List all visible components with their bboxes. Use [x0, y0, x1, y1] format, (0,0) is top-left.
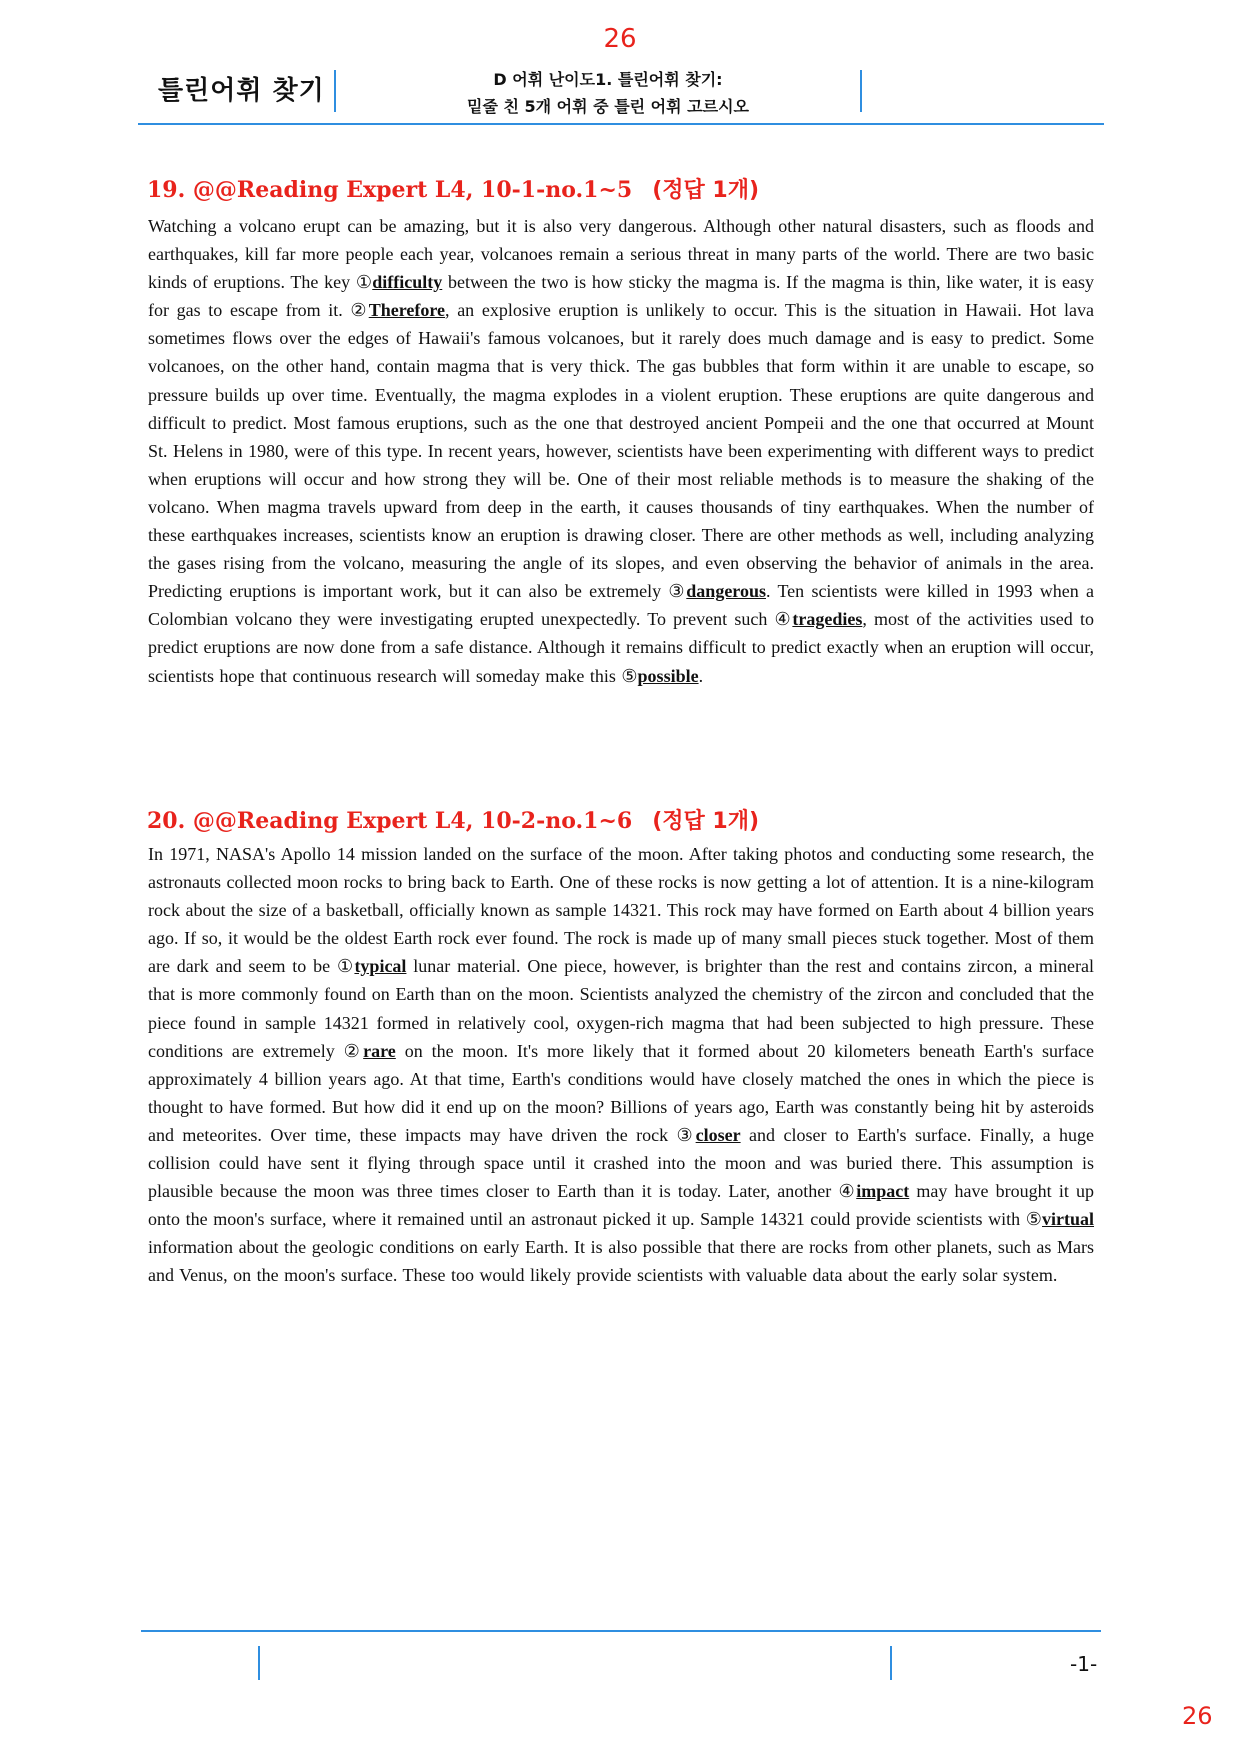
marker-19-3: ③ [668, 581, 687, 602]
underlined-word-20-4: impact [856, 1181, 910, 1202]
header-subtitle-line1: D 어휘 난이도1. 틀린어휘 찾기: [493, 70, 723, 89]
page-header [138, 58, 1104, 124]
question-20-title [147, 804, 759, 835]
footer-page-label: -1- [1070, 1652, 1098, 1676]
underlined-word-19-3: dangerous [686, 581, 766, 602]
footer-divider-right [890, 1646, 892, 1680]
underlined-word-20-1: typical [354, 956, 407, 977]
underlined-word-20-5: virtual [1042, 1209, 1095, 1230]
marker-20-5: ⑤ [1025, 1209, 1043, 1230]
footer-rule [141, 1630, 1101, 1632]
question-19-answer-count: (정답 1개) [652, 178, 760, 203]
underlined-word-19-1: difficulty [372, 272, 443, 293]
question-19-title [147, 173, 759, 204]
question-19-label: 19. @@Reading Expert L4, 10-1-no.1~5 [147, 177, 633, 203]
marker-19-2: ② [350, 300, 369, 321]
underlined-word-20-3: closer [695, 1124, 741, 1145]
underlined-word-19-4: tragedies [792, 609, 863, 630]
marker-19-1: ① [355, 272, 373, 293]
marker-19-4: ④ [774, 609, 793, 630]
header-subtitle [338, 66, 878, 120]
question-20-label: 20. @@Reading Expert L4, 10-2-no.1~6 [147, 808, 633, 834]
header-subtitle-line2: 밑줄 친 5개 어휘 중 틀린 어휘 고르시오 [467, 97, 749, 116]
underlined-word-20-2: rare [363, 1040, 396, 1061]
header-divider-right [860, 70, 862, 112]
header-divider-left [334, 70, 336, 112]
marker-20-3: ③ [676, 1124, 696, 1145]
underlined-word-19-2: Therefore [368, 300, 446, 321]
question-19-passage: Watching a volcano erupt can be amazing, but it is also very dangerous. Although other natural disasters, such as floods and earthquakes, kill far more people each year, volcanoes remain a serious threat in many parts of the world. There are two basic kinds of eruptions. The key ①difficulty between the two is how sticky the magma is. If the magma is thin, like water, it is easy for gas to escape from it. ②Therefore, an explosive eruption is unlikely to occur. This is the situation in Hawaii. Hot lava sometimes flows over the edges of Hawaii's famous volcanoes, but it rarely does much damage and is easy to predict. Some volcanoes, on the other hand, contain magma that is very thick. The gas bubbles that form within it are unable to escape, so pressure builds up over time. Eventually, the magma explodes in a violent eruption. These eruptions are quite dangerous and difficult to predict. Most famous eruptions, such as the one that destroyed ancient Pompeii and the one that occurred at Mount St. Helens in 1980, were of this type. In recent years, however, scientists have been experimenting with different ways to predict when eruptions will occur and how strong they will be. One of their most reliable methods is to measure the shaking of the volcano. When magma travels upward from deep in the earth, it causes thousands of tiny earthquakes. When the number of these earthquakes increases, scientists know an eruption is drawing closer. There are other methods as well, including analyzing the gases rising from the volcano, measuring the angle of its slopes, and even observing the behavior of animals in the area. Predicting eruptions is important work, but it can also be extremely ③dangerous. Ten scientists were killed in 1993 when a Colombian volcano they were investigating erupted unexpectedly. To prevent such ④tragedies, most of the activities used to predict eruptions are now done from a safe distance. Although it remains difficult to predict exactly when an eruption will occur, scientists hope that continuous research will someday make this ⑤possible. [148, 216, 1095, 686]
header-rule [138, 123, 1104, 125]
marker-20-1: ① [336, 956, 355, 977]
question-20-answer-count: (정답 1개) [652, 809, 760, 834]
top-page-number: 26 [603, 24, 637, 54]
marker-19-5: ⑤ [621, 665, 638, 686]
header-title: 틀린어휘 찾기 [158, 76, 325, 106]
bottom-page-number: 26 [1182, 1702, 1213, 1730]
marker-20-2: ② [343, 1040, 364, 1061]
question-20-passage: In 1971, NASA's Apollo 14 mission landed on the surface of the moon. After taking photos and conducting some research, the astronauts collected moon rocks to bring back to Earth. One of these rocks is now getting a lot of attention. It is a nine-kilogram rock about the size of a basketball, officially known as sample 14321. This rock may have formed on Earth about 4 billion years ago. If so, it would be the oldest Earth rock ever found. The rock is made up of many small pieces stuck together. Most of them are dark and seem to be ①typical lunar material. One piece, however, is brighter than the rest and contains zircon, a mineral that is more commonly found on Earth than on the moon. Scientists analyzed the chemistry of the zircon and concluded that the piece found in sample 14321 formed in relatively cool, oxygen-rich magma that had been subjected to high pressure. These conditions are extremely ②rare on the moon. It's more likely that it formed about 20 kilometers beneath Earth's surface approximately 4 billion years ago. At that time, Earth's conditions would have closely matched the ones in which the piece is thought to have formed. But how did it end up on the moon? Billions of years ago, Earth was constantly being hit by asteroids and meteorites. Over time, these impacts may have driven the rock ③closer and closer to Earth's surface. Finally, a huge collision could have sent it flying through space until it crashed into the moon and was buried there. This assumption is plausible because the moon was three times closer to Earth than it is today. Later, another ④impact may have brought it up onto the moon's surface, where it remained until an astronaut picked it up. Sample 14321 could provide scientists with ⑤virtual information about the geologic conditions on early Earth. It is also possible that there are rocks from other planets, such as Mars and Venus, on the moon's surface. These too would likely provide scientists with valuable data about the early solar system. [148, 844, 1095, 1286]
underlined-word-19-5: possible [637, 665, 699, 686]
footer-divider-left [258, 1646, 260, 1680]
marker-20-4: ④ [838, 1181, 857, 1202]
